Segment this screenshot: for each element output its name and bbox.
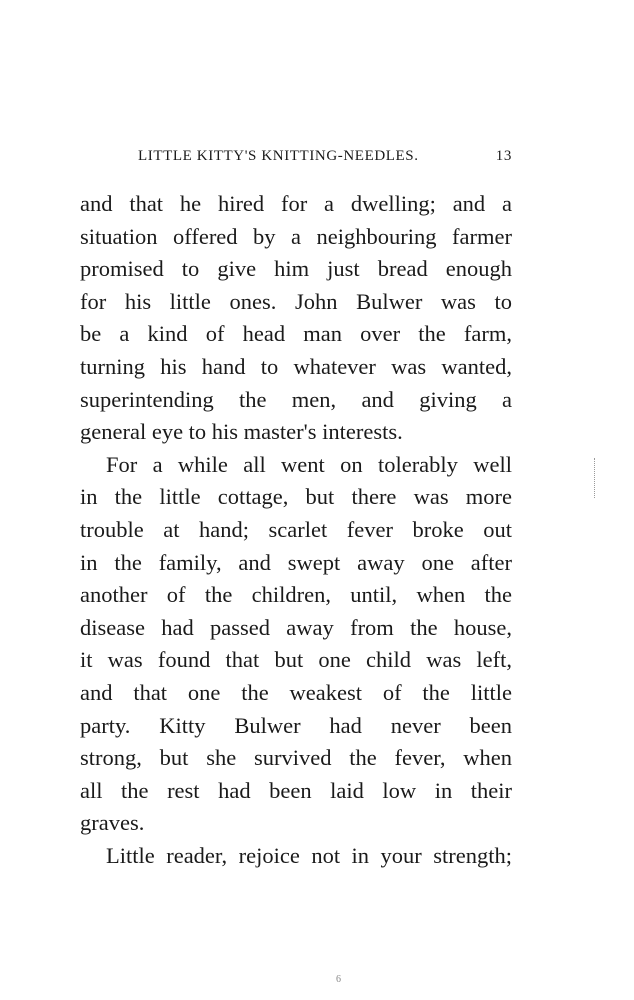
- text-line: in the family, and swept away one after: [80, 549, 512, 575]
- running-title: LITTLE KITTY'S KNITTING-NEEDLES.: [138, 148, 419, 164]
- running-header: [80, 148, 512, 170]
- text-line: and that one the weakest of the little: [80, 679, 512, 705]
- margin-mark: [594, 458, 597, 498]
- text-line: superintending the men, and giving a: [80, 386, 512, 412]
- text-line: party. Kitty Bulwer had never been: [80, 712, 512, 738]
- text-line: and that he hired for a dwelling; and a: [80, 191, 512, 216]
- text-line: promised to give him just bread enough: [80, 256, 512, 282]
- text-line: all the rest had been laid low in their: [80, 777, 512, 803]
- text-line: disease had passed away from the house,: [80, 614, 512, 640]
- text-line: situation offered by a neighbouring farmer: [80, 223, 512, 249]
- paragraph-start-line: For a while all went on tolerably well: [106, 451, 512, 477]
- text-line: it was found that but one child was left,: [80, 647, 512, 673]
- text-line: in the little cottage, but there was more: [80, 484, 512, 510]
- text-line: be a kind of head man over the farm,: [80, 321, 512, 347]
- text-line: turning his hand to whatever was wanted,: [80, 353, 512, 379]
- text-line: graves.: [80, 810, 145, 836]
- folio-mark: 6: [336, 974, 341, 985]
- text-line: general eye to his master's interests.: [80, 419, 403, 445]
- text-line: trouble at hand; scarlet fever broke out: [80, 516, 512, 542]
- text-line: for his little ones. John Bulwer was to: [80, 288, 512, 314]
- page-number: 13: [495, 148, 512, 164]
- text-line: strong, but she survived the fever, when: [80, 745, 512, 771]
- body-text: [80, 188, 512, 872]
- text-line: another of the children, until, when the: [80, 582, 512, 608]
- paragraph-start-line: Little reader, rejoice not in your strength;: [106, 842, 512, 868]
